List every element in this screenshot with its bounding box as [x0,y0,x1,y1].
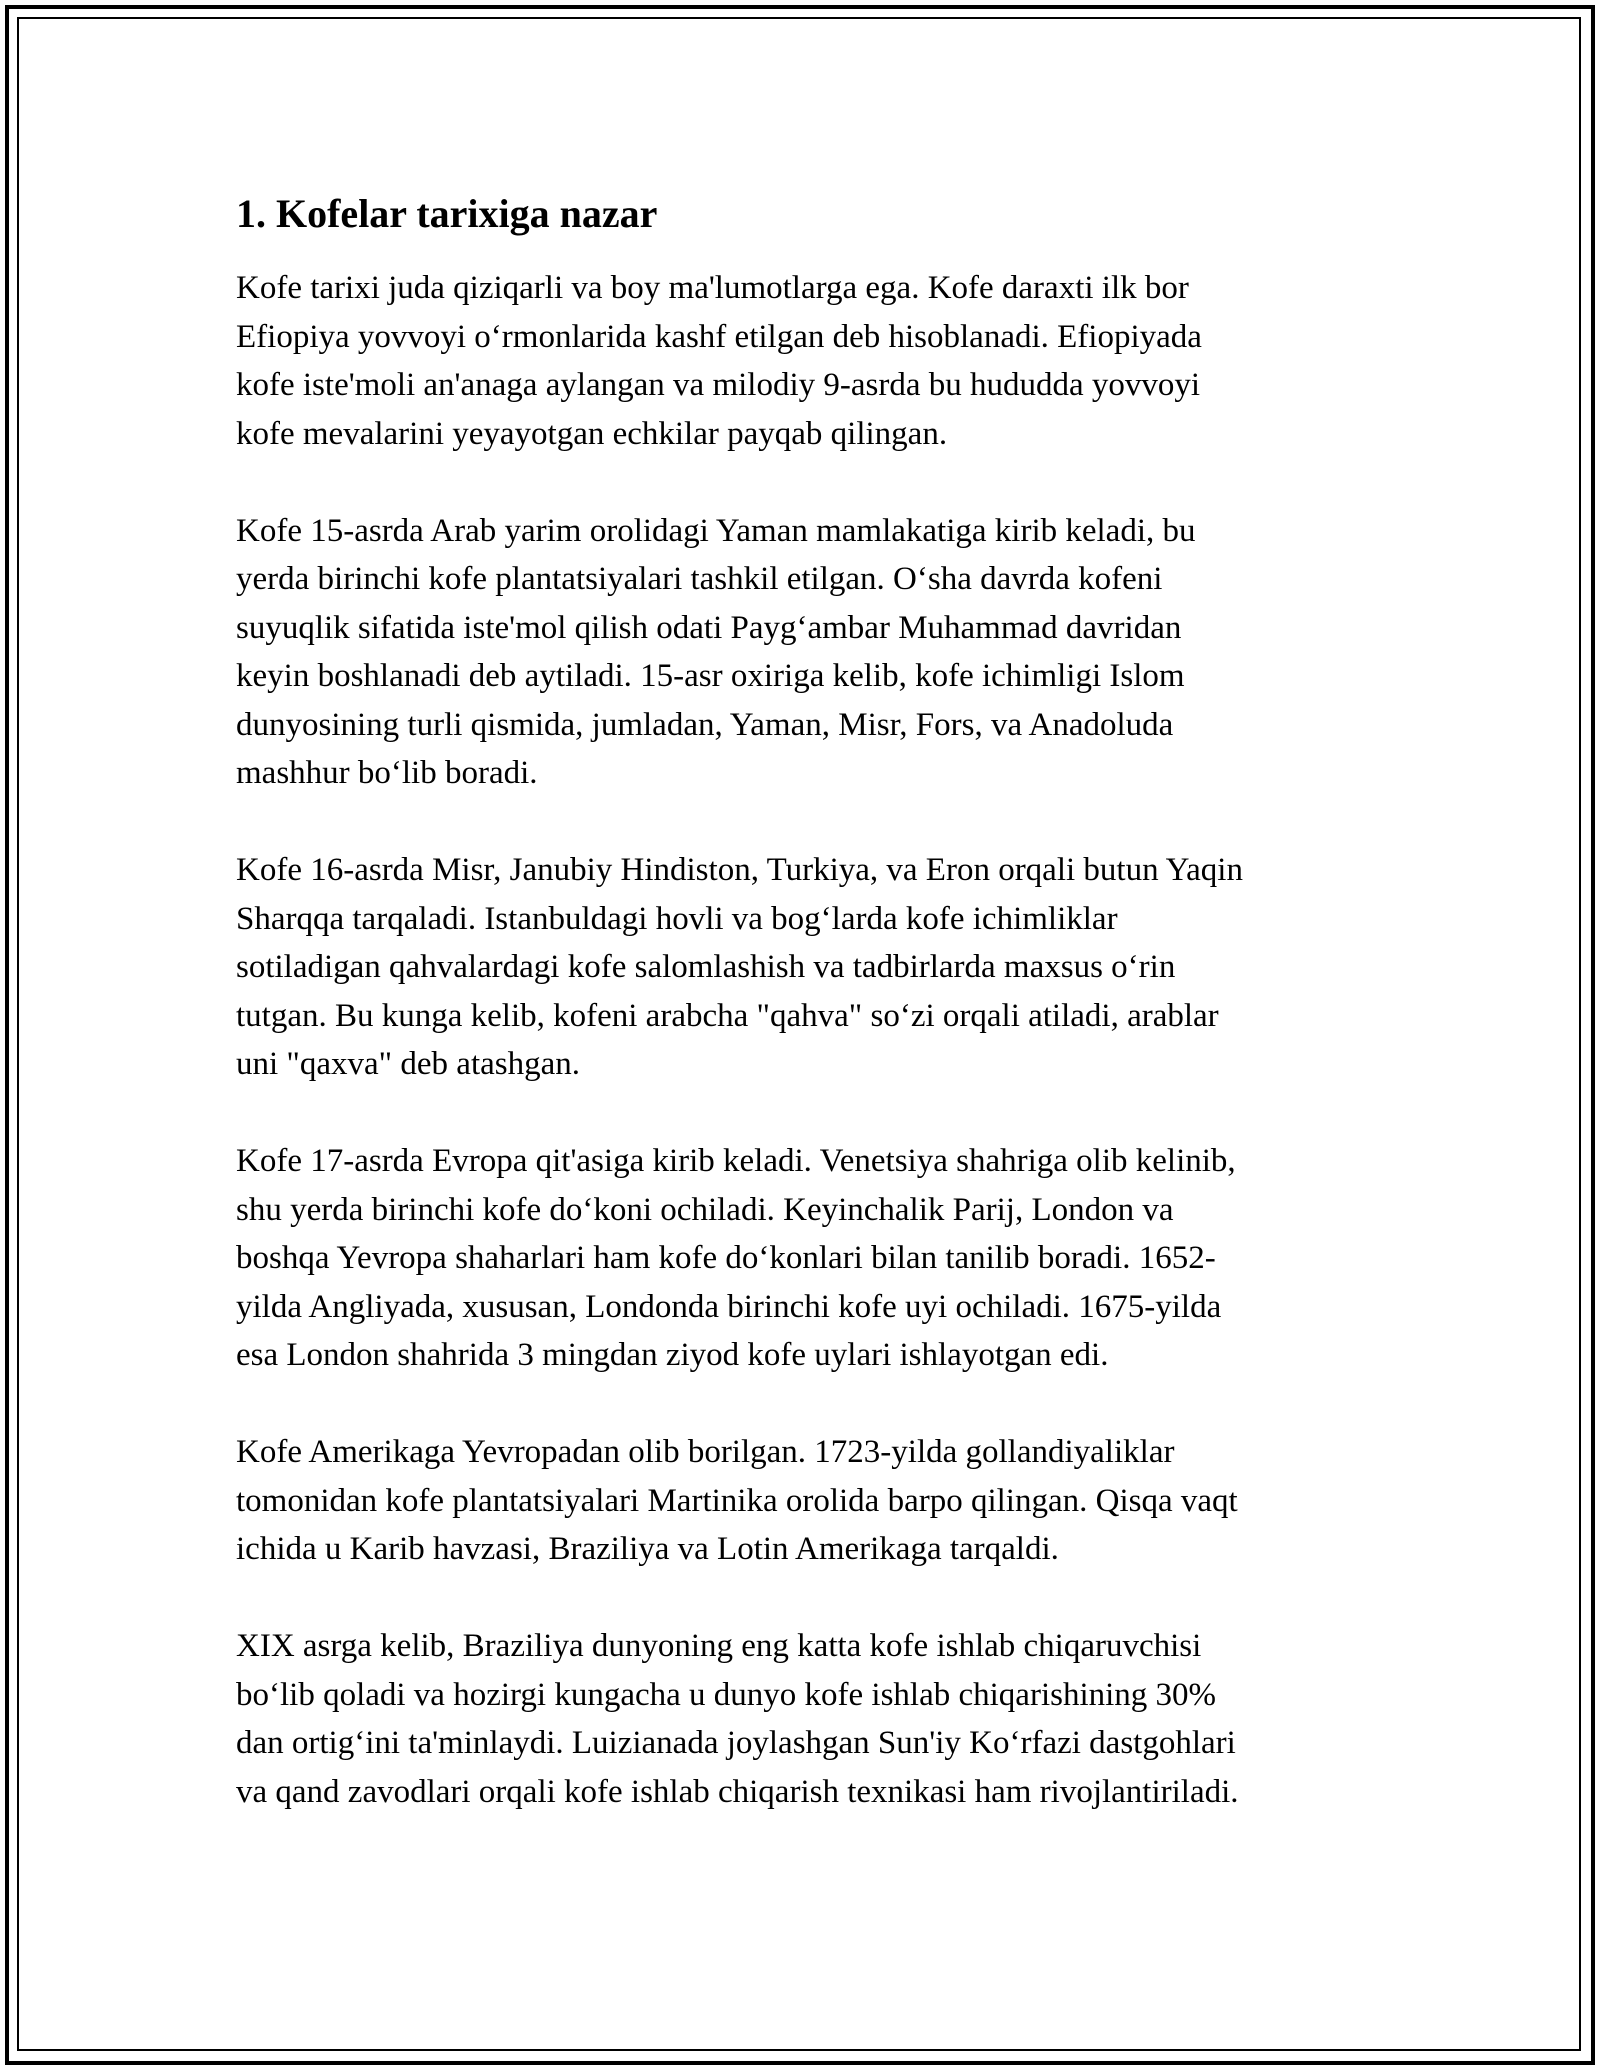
paragraph-4: Kofe 17-asrda Evropa qit'asiga kirib keladi. Venetsiya shahriga olib kelinib, shu yerda birinchi kofe do‘koni ochiladi. Keyinchalik Parij, London va boshqa Yevropa shaharlari ham kofe do‘konlari bilan tanilib boradi. 1652- yilda Angliyada, xususan, Londonda birinchi kofe uyi ochiladi. 1675-yilda esa London shahrida 3 mingdan ziyod kofe uylari ishlayotgan edi. [236,1143,1236,1373]
paragraph-5: Kofe Amerikaga Yevropadan olib borilgan. 1723-yilda gollandiyaliklar tomonidan kofe plantatsiyalari Martinika orolida barpo qilingan. Qisqa vaqt ichida u Karib havzasi, Braziliya va Lotin Amerikaga tarqaldi. [236,1434,1238,1567]
document-body [236,186,1376,1865]
paragraph-1: Kofe tarixi juda qiziqarli va boy ma'lumotlarga ega. Kofe daraxti ilk bor Efiopiya yovvoyi o‘rmonlarida kashf etilgan deb hisoblanadi. Efiopiyada kofe iste'moli an'anaga aylangan va milodiy 9-asrda bu hududda yovvoyi kofe mevalarini yeyayotgan echkilar payqab qilingan. [236,270,1202,452]
paragraph-2: Kofe 15-asrda Arab yarim orolidagi Yaman mamlakatiga kirib keladi, bu yerda birinchi kofe plantatsiyalari tashkil etilgan. O‘sha davrda kofeni suyuqlik sifatida iste'mol qilish odati Payg‘ambar Muhammad davridan keyin boshlanadi deb aytiladi. 15-asr oxiriga kelib, kofe ichimligi Islom dunyosining turli qismida, jumladan, Yaman, Misr, Fors, va Anadoluda mashhur bo‘lib boradi. [236,512,1196,791]
paragraph-6: XIX asrga kelib, Braziliya dunyoning eng katta kofe ishlab chiqaruvchisi bo‘lib qoladi va hozirgi kungacha u dunyo kofe ishlab chiqarishining 30% dan ortig‘ini ta'minlaydi. Luizianada joylashgan Sun'iy Ko‘rfazi dastgohlari va qand zavodlari orqali kofe ishlab chiqarish texnikasi ham rivojlantiriladi. [236,1628,1239,1810]
section-heading: 1. Kofelar tarixiga nazar [236,191,658,236]
paragraph-3: Kofe 16-asrda Misr, Janubiy Hindiston, Turkiya, va Eron orqali butun Yaqin Sharqqa tarqaladi. Istanbuldagi hovli va bog‘larda kofe ichimliklar sotiladigan qahvalardagi kofe salomlashish va tadbirlarda maxsus o‘rin tutgan. Bu kunga kelib, kofeni arabcha "qahva" so‘zi orqali atiladi, arablar uni "qaxva" deb atashgan. [236,852,1243,1082]
